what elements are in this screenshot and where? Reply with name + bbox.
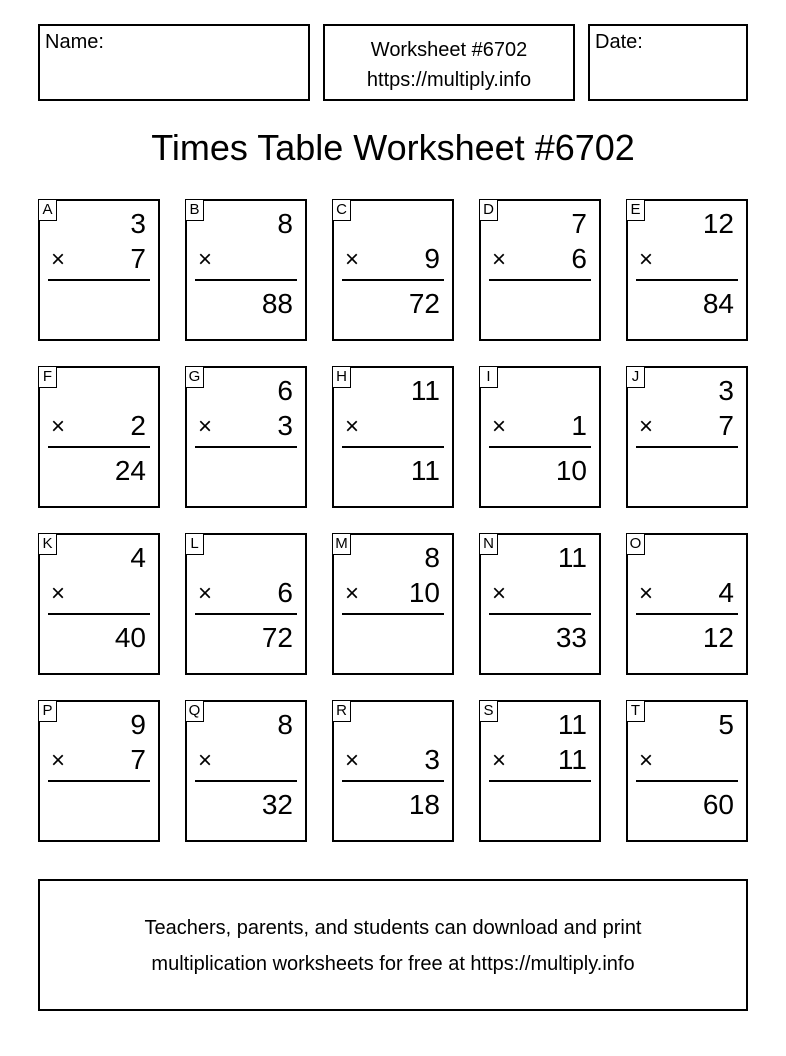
problem-card [185, 366, 307, 508]
product: 32 [261, 789, 293, 820]
problem-card [38, 199, 160, 341]
problem-letter: M [332, 533, 351, 555]
answer-rule [342, 780, 444, 782]
multiplicand: 7 [571, 208, 587, 239]
multiplicand: 4 [130, 542, 146, 573]
problem-card [332, 533, 454, 675]
times-sign: × [492, 413, 507, 440]
answer-rule [195, 780, 297, 782]
problem-letter: J [626, 366, 645, 388]
product: 12 [702, 622, 734, 653]
answer-rule [489, 780, 591, 782]
problem-card [332, 199, 454, 341]
multiplier: 10 [408, 577, 440, 608]
multiplier: 7 [718, 410, 734, 441]
problem-card [626, 533, 748, 675]
times-sign: × [51, 747, 66, 774]
answer-rule [48, 780, 150, 782]
name-field-box[interactable] [38, 24, 310, 101]
problem-card [185, 199, 307, 341]
problem-card [626, 366, 748, 508]
problem-letter: A [38, 199, 57, 221]
worksheet-url: https://multiply.info [366, 69, 532, 91]
answer-rule [48, 279, 150, 281]
problem-letter: N [479, 533, 498, 555]
multiplicand: 8 [424, 542, 440, 573]
answer-rule [48, 613, 150, 615]
multiplicand: 11 [557, 542, 587, 573]
worksheet-info-box [323, 24, 575, 101]
multiplier: 1 [571, 410, 587, 441]
multiplicand: 3 [718, 375, 734, 406]
multiplicand: 8 [277, 709, 293, 740]
times-sign: × [639, 246, 654, 273]
page-title: Times Table Worksheet #6702 [151, 127, 635, 168]
multiplier: 6 [277, 577, 293, 608]
footer-line-2: multiplication worksheets for free at https://multiply.info [151, 953, 635, 975]
date-label: Date: [595, 31, 643, 53]
answer-rule [342, 613, 444, 615]
problem-letter: B [185, 199, 204, 221]
times-sign: × [639, 580, 654, 607]
problem-letter: F [38, 366, 57, 388]
problem-letter: E [626, 199, 645, 221]
problem-card [479, 700, 601, 842]
multiplicand: 11 [557, 709, 587, 740]
date-field-box[interactable] [588, 24, 748, 101]
times-sign: × [639, 747, 654, 774]
problem-letter: O [626, 533, 645, 555]
name-label: Name: [45, 31, 104, 53]
multiplier: 4 [718, 577, 734, 608]
multiplier: 11 [557, 744, 587, 775]
multiplier: 2 [130, 410, 146, 441]
problem-card [185, 533, 307, 675]
multiplicand: 11 [410, 375, 440, 406]
multiplicand: 5 [718, 709, 734, 740]
times-sign: × [345, 413, 360, 440]
problem-letter: K [38, 533, 57, 555]
times-sign: × [198, 747, 213, 774]
multiplicand: 3 [130, 208, 146, 239]
problem-card [332, 700, 454, 842]
multiplicand: 12 [702, 208, 734, 239]
footer-note [38, 879, 748, 1011]
answer-rule [48, 446, 150, 448]
answer-rule [636, 780, 738, 782]
product: 33 [555, 622, 587, 653]
problem-letter: P [38, 700, 57, 722]
problem-letter: I [479, 366, 498, 388]
product: 11 [410, 455, 440, 486]
times-sign: × [51, 580, 66, 607]
answer-rule [489, 446, 591, 448]
problem-card [626, 199, 748, 341]
multiplicand: 8 [277, 208, 293, 239]
answer-rule [342, 446, 444, 448]
times-sign: × [639, 413, 654, 440]
answer-rule [636, 446, 738, 448]
problem-card [38, 366, 160, 508]
product: 24 [114, 455, 146, 486]
problem-letter: R [332, 700, 351, 722]
answer-rule [195, 613, 297, 615]
problem-letter: C [332, 199, 351, 221]
answer-rule [489, 279, 591, 281]
times-sign: × [492, 246, 507, 273]
times-sign: × [492, 580, 507, 607]
product: 10 [555, 455, 587, 486]
problem-card [332, 366, 454, 508]
answer-rule [489, 613, 591, 615]
times-sign: × [492, 747, 507, 774]
problem-letter: Q [185, 700, 204, 722]
problem-card [479, 199, 601, 341]
problem-card [626, 700, 748, 842]
multiplicand: 6 [277, 375, 293, 406]
multiplier: 3 [424, 744, 440, 775]
problem-card [38, 700, 160, 842]
multiplier: 7 [130, 744, 146, 775]
product: 60 [702, 789, 734, 820]
product: 72 [261, 622, 293, 653]
times-sign: × [198, 580, 213, 607]
multiplier: 3 [277, 410, 293, 441]
times-sign: × [345, 580, 360, 607]
problem-letter: T [626, 700, 645, 722]
footer-line-1: Teachers, parents, and students can download and print [144, 917, 642, 939]
times-sign: × [198, 246, 213, 273]
multiplier: 6 [571, 243, 587, 274]
product: 88 [261, 288, 293, 319]
worksheet-id: Worksheet #6702 [370, 39, 528, 61]
product: 18 [408, 789, 440, 820]
problem-letter: D [479, 199, 498, 221]
problem-card [479, 366, 601, 508]
product: 72 [408, 288, 440, 319]
times-sign: × [345, 747, 360, 774]
answer-rule [342, 279, 444, 281]
problem-card [479, 533, 601, 675]
multiplier: 9 [424, 243, 440, 274]
problem-letter: H [332, 366, 351, 388]
times-sign: × [345, 246, 360, 273]
problem-letter: L [185, 533, 204, 555]
times-sign: × [51, 413, 66, 440]
times-sign: × [198, 413, 213, 440]
product: 84 [702, 288, 734, 319]
answer-rule [636, 279, 738, 281]
answer-rule [195, 279, 297, 281]
problem-letter: S [479, 700, 498, 722]
multiplicand: 9 [130, 709, 146, 740]
product: 40 [114, 622, 146, 653]
problem-letter: G [185, 366, 204, 388]
times-sign: × [51, 246, 66, 273]
problem-card [185, 700, 307, 842]
problem-card [38, 533, 160, 675]
multiplier: 7 [130, 243, 146, 274]
answer-rule [636, 613, 738, 615]
answer-rule [195, 446, 297, 448]
